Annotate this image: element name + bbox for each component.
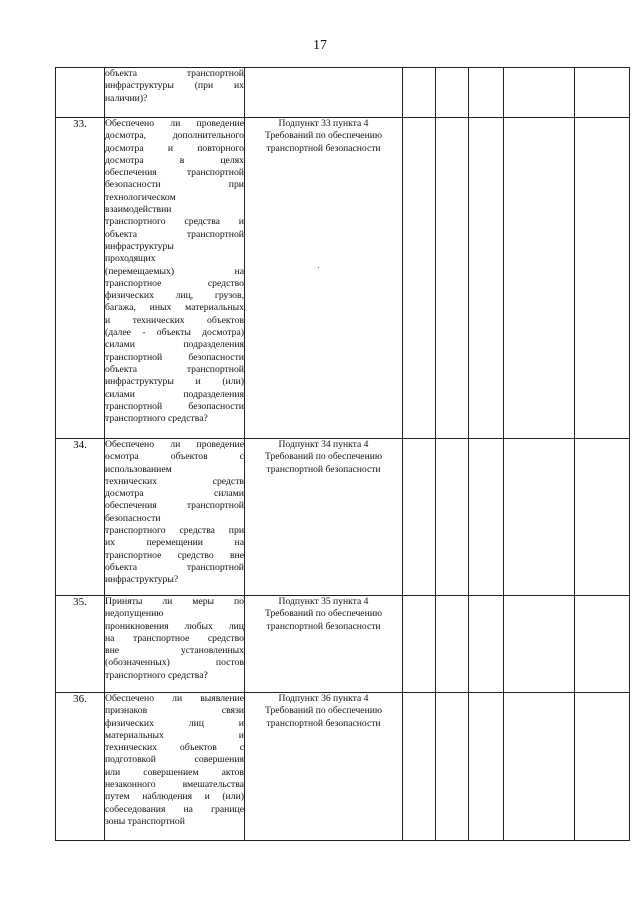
requirement-line: транспортной безопасности xyxy=(266,717,381,729)
question-line: инфраструктуры? xyxy=(105,574,179,586)
question-line: проникновения любых лиц xyxy=(105,620,244,632)
question-line: и технических объектов xyxy=(105,314,244,326)
table-row xyxy=(56,439,630,596)
requirement-line: транспортной безопасности xyxy=(266,620,381,632)
empty-cell xyxy=(436,596,469,693)
question-line: физических лиц, грузов, xyxy=(105,290,244,302)
empty-cell xyxy=(504,439,575,596)
question-line: инфраструктуры (при их xyxy=(105,80,244,92)
table-row xyxy=(56,118,630,439)
question-line: транспортного средства? xyxy=(105,413,208,425)
question-line: досмотра, дополнительного xyxy=(105,130,244,142)
question-line: проходящих xyxy=(105,253,156,265)
empty-cell xyxy=(504,693,575,841)
empty-cell xyxy=(469,693,504,841)
question-line: безопасности при xyxy=(105,179,244,191)
question-line: Обеспечено ли выявление xyxy=(105,693,244,704)
question-line: силами подразделения xyxy=(105,388,244,400)
empty-cell xyxy=(469,68,504,118)
question-line: инфраструктуры xyxy=(105,240,174,252)
question-line: (перемещаемых) на xyxy=(105,265,244,277)
requirement-cell xyxy=(245,693,403,841)
question-line: собеседования на границе xyxy=(105,803,244,815)
question-cell xyxy=(105,693,245,841)
question-line: силами подразделения xyxy=(105,339,244,351)
question-line: досмотра в целях xyxy=(105,154,244,166)
empty-cell xyxy=(575,68,630,118)
empty-cell xyxy=(436,693,469,841)
empty-cell xyxy=(469,596,504,693)
requirement-line: Подпункт 34 пункта 4 xyxy=(278,439,369,450)
question-line: использованием xyxy=(105,463,172,475)
question-cell xyxy=(105,118,245,439)
question-line: Обеспечено ли проведение xyxy=(105,439,244,450)
requirement-cell xyxy=(245,596,403,693)
question-line: физических лиц и xyxy=(105,717,244,729)
question-line: признаков связи xyxy=(105,705,244,717)
question-line: обеспечения транспортной xyxy=(105,500,244,512)
question-line: или совершением актов xyxy=(105,766,244,778)
question-line: транспортного средства и xyxy=(105,216,244,228)
question-line: объекта транспортной xyxy=(105,228,244,240)
requirement-cell xyxy=(245,118,403,439)
empty-cell xyxy=(504,68,575,118)
question-line: инфраструктуры и (или) xyxy=(105,376,244,388)
requirement-line: Требований по обеспечению xyxy=(265,608,382,620)
empty-cell xyxy=(504,118,575,439)
row-number xyxy=(56,68,105,118)
question-line: транспортного средства при xyxy=(105,525,244,537)
question-line: взаимодействии xyxy=(105,204,172,216)
question-line: досмотра силами xyxy=(105,488,244,500)
table-row xyxy=(56,596,630,693)
question-line: технических объектов с xyxy=(105,742,244,754)
question-line: незаконного вмешательства xyxy=(105,779,244,791)
requirement-line: Подпункт 36 пункта 4 xyxy=(278,693,369,704)
checklist-table xyxy=(55,67,630,841)
empty-cell xyxy=(469,439,504,596)
question-line: досмотра и повторного xyxy=(105,142,244,154)
empty-cell xyxy=(575,118,630,439)
question-line: материальных и xyxy=(105,729,244,741)
question-line: Обеспечено ли проведение xyxy=(105,118,244,129)
question-line: вне установленных xyxy=(105,645,244,657)
empty-cell xyxy=(575,596,630,693)
table-row xyxy=(56,693,630,841)
question-line: объекта транспортной xyxy=(105,68,244,79)
question-line: Приняты ли меры по xyxy=(105,596,244,607)
row-number: 36. xyxy=(56,693,105,841)
table-row xyxy=(56,68,630,118)
requirement-cell xyxy=(245,68,403,118)
question-line: багажа, иных материальных xyxy=(105,302,244,314)
empty-cell xyxy=(436,118,469,439)
row-number: 34. xyxy=(56,439,105,596)
question-line: технологическом xyxy=(105,191,176,203)
requirement-line: Требований по обеспечению xyxy=(265,130,382,142)
requirement-line: Требований по обеспечению xyxy=(265,705,382,717)
question-cell xyxy=(105,439,245,596)
question-line: безопасности xyxy=(105,512,161,524)
requirement-line: Требований по обеспечению xyxy=(265,451,382,463)
question-line: подготовкой совершения xyxy=(105,754,244,766)
question-line: объекта транспортной xyxy=(105,363,244,375)
question-cell xyxy=(105,68,245,118)
empty-cell xyxy=(469,118,504,439)
empty-cell xyxy=(436,439,469,596)
question-line: (далее - объекты досмотра) xyxy=(105,327,244,339)
question-line: наличии)? xyxy=(105,92,148,104)
requirement-line: транспортной безопасности xyxy=(266,463,381,475)
question-line: технических средств xyxy=(105,475,244,487)
empty-cell xyxy=(575,693,630,841)
question-line: транспортного средства? xyxy=(105,669,208,681)
question-line: обеспечения транспортной xyxy=(105,167,244,179)
question-line: объекта транспортной xyxy=(105,561,244,573)
requirement-line: Подпункт 35 пункта 4 xyxy=(278,596,369,607)
empty-cell xyxy=(403,68,436,118)
question-line: транспортной безопасности xyxy=(105,351,244,363)
question-line: осмотра объектов с xyxy=(105,451,244,463)
question-cell xyxy=(105,596,245,693)
empty-cell xyxy=(403,693,436,841)
row-number: 35. xyxy=(56,596,105,693)
question-line: на транспортное средство xyxy=(105,632,244,644)
page-number: 17 xyxy=(313,38,327,53)
empty-cell xyxy=(504,596,575,693)
requirement-line: Подпункт 33 пункта 4 xyxy=(278,118,369,129)
empty-cell xyxy=(403,596,436,693)
question-line: недопущению xyxy=(105,608,164,620)
row-number: 33. xyxy=(56,118,105,439)
question-line: (обозначенных) постов xyxy=(105,657,244,669)
empty-cell xyxy=(403,118,436,439)
requirement-cell xyxy=(245,439,403,596)
question-line: зоны транспортной xyxy=(105,815,185,827)
question-line: транспортное средство xyxy=(105,277,244,289)
empty-cell xyxy=(403,439,436,596)
empty-cell xyxy=(575,439,630,596)
question-line: их перемещении на xyxy=(105,537,244,549)
empty-cell xyxy=(436,68,469,118)
question-line: путем наблюдения и (или) xyxy=(105,791,244,803)
requirement-line: транспортной безопасности xyxy=(266,142,381,154)
question-line: транспортное средство вне xyxy=(105,549,244,561)
question-line: транспортной безопасности xyxy=(105,400,244,412)
scan-speck xyxy=(318,267,319,268)
